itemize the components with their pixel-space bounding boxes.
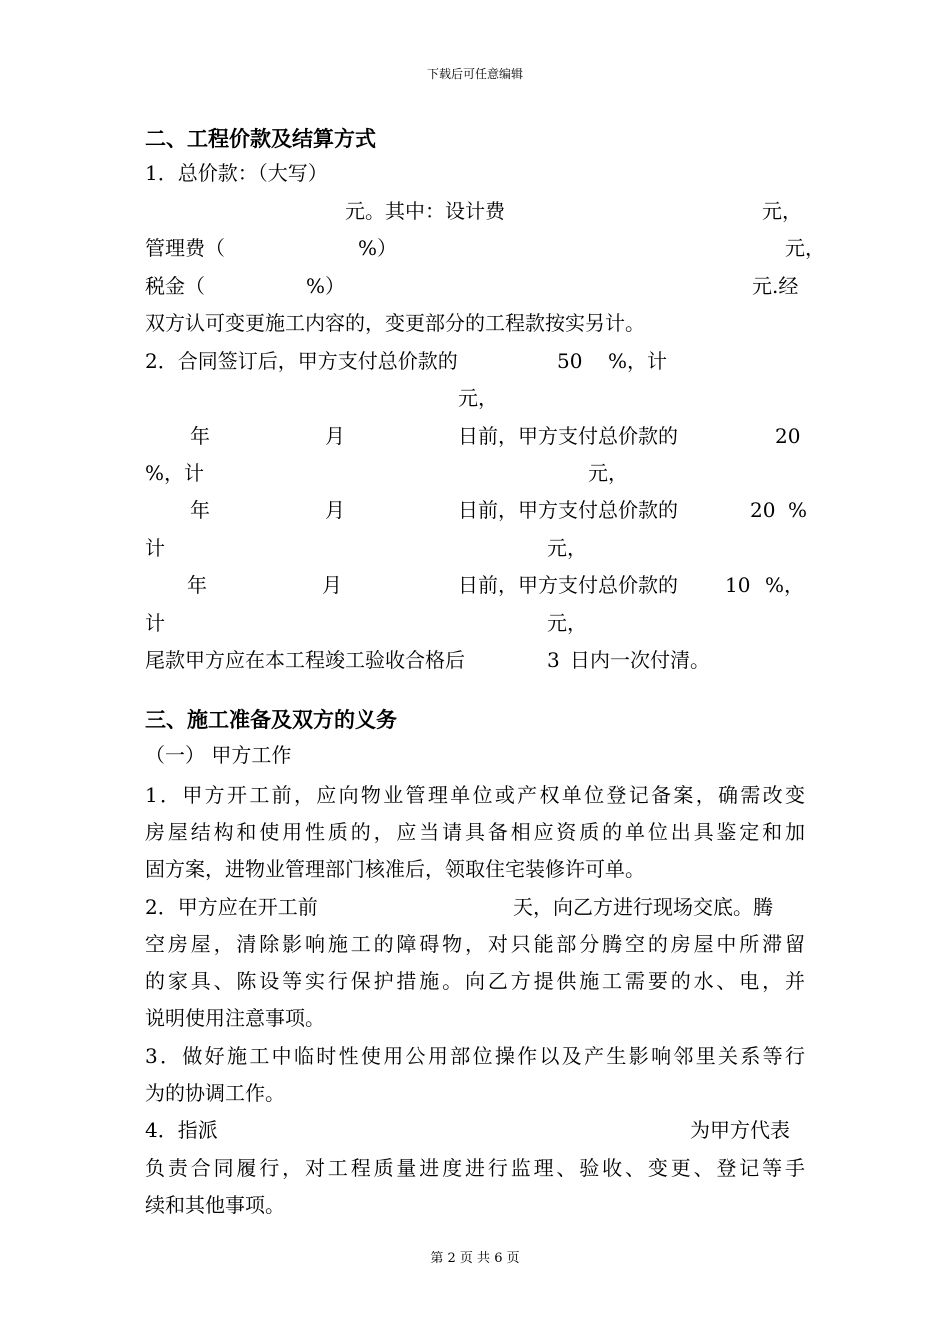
text-line: 3．做好施工中临时性使用公用部位操作以及产生影响邻里关系等行 bbox=[145, 1044, 805, 1068]
text-line: %） bbox=[358, 236, 398, 260]
text-line: 日前，甲方支付总价款的 bbox=[458, 498, 678, 522]
text-line: 为的协调工作。 bbox=[145, 1081, 285, 1105]
text-line: 为甲方代表 bbox=[690, 1118, 790, 1142]
text-line: 固方案，进物业管理部门核准后，领取住宅装修许可单。 bbox=[145, 857, 645, 881]
text-line: 说明使用注意事项。 bbox=[145, 1006, 325, 1030]
text-line: 年 bbox=[190, 498, 210, 522]
text-line: 3 bbox=[547, 648, 560, 672]
text-line: 20 bbox=[775, 424, 801, 448]
text-line: %，计 bbox=[145, 461, 205, 485]
text-line: 日前，甲方支付总价款的 bbox=[458, 573, 678, 597]
text-line: %） bbox=[306, 274, 346, 298]
text-line: 元， bbox=[588, 461, 628, 485]
text-line: 月 bbox=[325, 498, 345, 522]
text-line: 2．甲方应在开工前 bbox=[145, 895, 318, 919]
section-heading-3: 三、施工准备及双方的义务 bbox=[145, 707, 397, 732]
text-line: %，计 bbox=[608, 349, 668, 373]
text-line: 日前，甲方支付总价款的 bbox=[458, 424, 678, 448]
text-line: 年 bbox=[187, 573, 207, 597]
text-line: 计 bbox=[145, 611, 165, 635]
text-line: 元， bbox=[547, 536, 587, 560]
text-line: 空房屋，清除影响施工的障碍物，对只能部分腾空的房屋中所滞留 bbox=[145, 932, 805, 956]
text-line: 50 bbox=[557, 349, 583, 373]
text-line: 1．甲方开工前，应向物业管理单位或产权单位登记备案，确需改变 bbox=[145, 783, 805, 807]
text-line: 年 bbox=[190, 424, 210, 448]
text-line: 元， bbox=[458, 386, 498, 410]
text-line: 税金（ bbox=[145, 274, 205, 298]
text-line: 元.经 bbox=[752, 274, 799, 298]
text-line: 房屋结构和使用性质的，应当请具备相应资质的单位出具鉴定和加 bbox=[145, 820, 805, 844]
text-line: 1．总价款：（大写） bbox=[145, 161, 328, 185]
text-line: 的家具、陈设等实行保护措施。向乙方提供施工需要的水、电，并 bbox=[145, 969, 805, 993]
text-line: 管理费（ bbox=[145, 236, 225, 260]
text-line: 2．合同签订后，甲方支付总价款的 bbox=[145, 349, 458, 373]
text-line: 日内一次付清。 bbox=[570, 648, 710, 672]
text-line: %， bbox=[765, 573, 805, 597]
text-line: % bbox=[788, 498, 808, 522]
page-header: 下载后可任意编辑 bbox=[426, 67, 523, 81]
text-line: 尾款甲方应在本工程竣工验收合格后 bbox=[145, 648, 465, 672]
text-line: 月 bbox=[322, 573, 342, 597]
text-line: 10 bbox=[725, 573, 751, 597]
text-line: 元， bbox=[547, 611, 587, 635]
text-line: 月 bbox=[325, 424, 345, 448]
text-line: 续和其他事项。 bbox=[145, 1193, 285, 1217]
page-footer: 第 2 页 共 6 页 bbox=[430, 1251, 520, 1266]
text-line: 计 bbox=[145, 536, 165, 560]
text-line: 天，向乙方进行现场交底。腾 bbox=[513, 895, 773, 919]
text-line: 双方认可变更施工内容的，变更部分的工程款按实另计。 bbox=[145, 311, 645, 335]
text-line: 元。其中：设计费 bbox=[345, 199, 505, 223]
text-line: 20 bbox=[750, 498, 776, 522]
text-line: 元， bbox=[785, 236, 825, 260]
subsection-heading: （一） 甲方工作 bbox=[145, 743, 292, 767]
text-line: 元， bbox=[762, 199, 802, 223]
text-line: 负责合同履行，对工程质量进度进行监理、验收、变更、登记等手 bbox=[145, 1156, 805, 1180]
text-line: 4．指派 bbox=[145, 1118, 218, 1142]
section-heading-2: 二、工程价款及结算方式 bbox=[145, 126, 376, 151]
